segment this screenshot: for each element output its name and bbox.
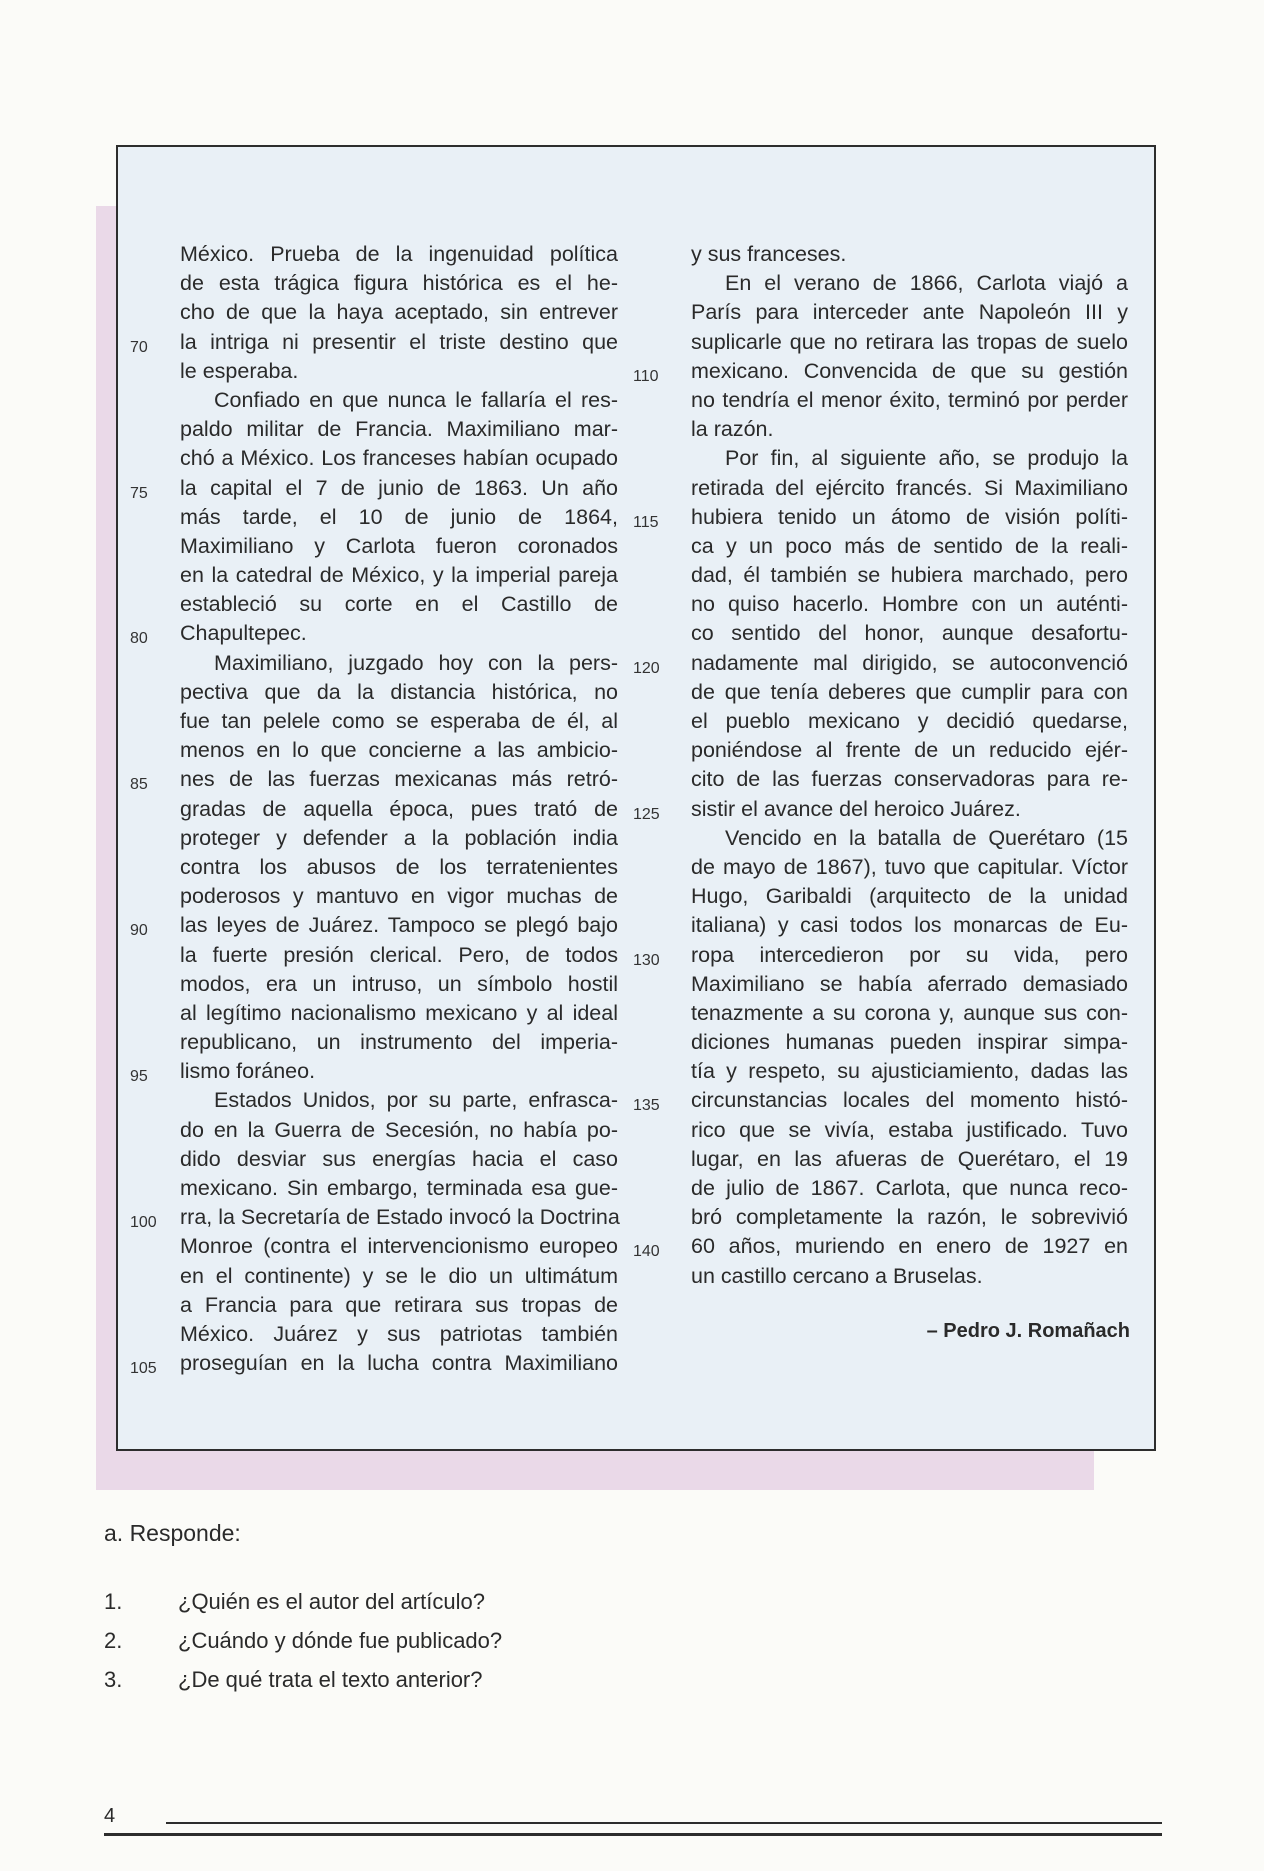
line-text: Confiado en que nunca le fallaría el res- xyxy=(214,387,618,412)
article-line xyxy=(180,824,618,853)
line-text: hubiera tenido un átomo de visión políti- xyxy=(691,504,1128,529)
article-line xyxy=(180,649,618,678)
article-line xyxy=(691,590,1128,619)
line-text: mexicano. Sin embargo, terminada esa gue- xyxy=(180,1176,618,1200)
article-line xyxy=(633,941,1128,970)
article-line xyxy=(130,765,618,794)
line-text: cito de las fuerzas conservadoras para re- xyxy=(691,767,1128,792)
article-signature: – Pedro J. Romañach xyxy=(926,1320,1130,1342)
article-line xyxy=(633,1086,1128,1115)
article-line xyxy=(180,415,618,444)
line-text: las leyes de Juárez. Tampoco se plegó bajo xyxy=(180,913,618,938)
question-item xyxy=(104,1667,483,1701)
line-text: le esperaba. xyxy=(180,358,299,383)
line-text: no quiso hacerlo. Hombre con un auténti- xyxy=(691,592,1128,617)
article-line xyxy=(691,1145,1128,1174)
article-line xyxy=(130,1203,620,1232)
article-line xyxy=(691,269,1128,298)
line-text: retirada del ejército francés. Si Maximiliano xyxy=(691,475,1128,500)
article-right-column xyxy=(633,240,1128,1291)
line-text: dido desviar sus energías hacia el caso xyxy=(180,1146,618,1171)
article-line xyxy=(180,561,618,590)
line-number: 110 xyxy=(633,367,659,385)
article-line xyxy=(180,970,618,999)
article-line xyxy=(180,678,618,707)
line-text: proseguían en la lucha contra Maximiliano xyxy=(180,1351,618,1376)
line-text: do en la Guerra de Secesión, no había po- xyxy=(180,1117,618,1142)
questions-list xyxy=(104,1589,503,1701)
line-number: 100 xyxy=(130,1214,157,1232)
line-number: 135 xyxy=(633,1097,660,1115)
article-line xyxy=(180,503,618,532)
article-line xyxy=(633,503,1128,532)
line-text: republicano, un instrumento del imperia- xyxy=(180,1030,618,1055)
line-number: 130 xyxy=(633,951,660,969)
article-line xyxy=(691,1116,1128,1145)
line-text: gradas de aquella época, pues trató de xyxy=(180,796,618,821)
line-text: la capital el 7 de junio de 1863. Un año xyxy=(180,475,618,500)
line-text: el pueblo mexicano y decidió quedarse, xyxy=(691,709,1128,733)
article-left-column xyxy=(130,240,620,1378)
line-text: pectiva que da la distancia histórica, no xyxy=(180,679,618,704)
article-line xyxy=(691,298,1128,327)
line-number: 140 xyxy=(633,1243,660,1261)
article-line xyxy=(180,882,618,911)
article-line xyxy=(180,240,618,269)
line-text: Monroe (contra el intervencionismo europeo xyxy=(180,1234,618,1259)
line-text: fue tan pelele como se esperaba de él, al xyxy=(180,709,618,733)
article-line xyxy=(633,649,1128,678)
question-number: 3. xyxy=(104,1667,123,1692)
line-text: diciones humanas pueden inspirar simpa- xyxy=(691,1030,1128,1055)
line-text: circunstancias locales del momento histó- xyxy=(691,1088,1128,1113)
line-text: lugar, en las afueras de Querétaro, el 19 xyxy=(691,1146,1128,1171)
article-line xyxy=(633,357,1128,386)
article-line xyxy=(691,619,1128,648)
article-line xyxy=(130,911,618,940)
line-number: 85 xyxy=(130,776,148,794)
article-line xyxy=(691,532,1128,561)
line-text: en el continente) y se le dio un ultimátum xyxy=(180,1263,618,1288)
line-text: menos en lo que concierne a las ambicio- xyxy=(180,738,618,763)
line-text: suplicarle que no retirara las tropas de suelo xyxy=(691,329,1128,354)
questions-heading: a. Responde: xyxy=(104,1520,241,1546)
line-text: mexicano. Convencida de que su gestión xyxy=(691,358,1128,383)
article-line xyxy=(130,619,618,648)
line-text: italiana) y casi todos los monarcas de Eu- xyxy=(691,913,1128,938)
article-line xyxy=(180,999,618,1028)
questions-section xyxy=(104,1520,503,1706)
line-text: dad, él también se hubiera marchado, pero xyxy=(691,563,1128,588)
question-item xyxy=(104,1628,503,1662)
article-line xyxy=(691,240,1128,269)
line-text: la intriga ni presentir el triste destino que xyxy=(180,329,618,354)
article-line xyxy=(691,707,1128,736)
line-number: 70 xyxy=(130,338,148,356)
line-text: la razón. xyxy=(691,417,774,442)
article-line xyxy=(691,970,1128,999)
article-line xyxy=(180,269,618,298)
line-text: Maximiliano se había aferrado demasiado xyxy=(691,971,1128,996)
line-text: al legítimo nacionalismo mexicano y al ideal xyxy=(180,1000,618,1025)
article-line xyxy=(180,532,618,561)
line-text: México. Juárez y sus patriotas también xyxy=(180,1321,618,1346)
article-line xyxy=(180,590,618,619)
line-text: París para interceder ante Napoleón III y xyxy=(691,300,1128,325)
line-text: sistir el avance del heroico Juárez. xyxy=(691,796,1021,821)
line-number: 95 xyxy=(130,1068,148,1086)
line-text: a Francia para que retirara sus tropas de xyxy=(180,1292,618,1317)
line-text: co sentido del honor, aunque desafortu- xyxy=(691,621,1128,646)
line-text: chó a México. Los franceses habían ocupado xyxy=(180,446,618,471)
line-text: estableció su corte en el Castillo de xyxy=(180,592,618,617)
article-line xyxy=(180,386,618,415)
footer-rule xyxy=(166,1822,1162,1824)
line-text: de mayo de 1867), tuvo que capitular. Víctor xyxy=(691,854,1128,879)
article-line xyxy=(180,1232,618,1261)
question-number: 1. xyxy=(104,1589,123,1614)
line-number: 120 xyxy=(633,659,660,677)
line-text: la fuerte presión clerical. Pero, de todos xyxy=(180,942,618,967)
line-text: de que tenía deberes que cumplir para con xyxy=(691,679,1128,704)
line-text: tía y respeto, su ajusticiamiento, dadas las xyxy=(691,1059,1128,1084)
question-item xyxy=(104,1589,485,1623)
article-line xyxy=(691,1203,1128,1232)
line-text: modos, era un intruso, un símbolo hostil xyxy=(180,971,618,996)
line-text: poderosos y mantuvo en vigor muchas de xyxy=(180,884,618,909)
line-number: 115 xyxy=(633,513,659,531)
article-line xyxy=(691,328,1128,357)
article-line xyxy=(130,1349,618,1378)
line-text: ca y un poco más de sentido de la reali- xyxy=(691,533,1128,558)
line-text: contra los abusos de los terratenientes xyxy=(180,854,618,879)
line-text: Maximiliano, juzgado hoy con la pers- xyxy=(214,650,618,675)
article-line xyxy=(180,357,618,386)
article-line xyxy=(691,911,1128,940)
line-text: bró completamente la razón, le sobrevivió xyxy=(691,1205,1128,1230)
article-line xyxy=(180,1174,618,1203)
article-line xyxy=(180,1116,618,1145)
article-line xyxy=(633,1232,1128,1261)
line-text: poniéndose al frente de un reducido ejér- xyxy=(691,738,1128,763)
line-text: proteger y defender a la población india xyxy=(180,825,618,850)
article-line xyxy=(691,678,1128,707)
line-text: más tarde, el 10 de junio de 1864, xyxy=(180,504,618,529)
line-text: en la catedral de México, y la imperial pareja xyxy=(180,563,618,588)
line-text: Vencido en la batalla de Querétaro (15 xyxy=(725,825,1128,850)
article-line xyxy=(691,736,1128,765)
article-line xyxy=(691,1262,1128,1291)
line-text: nes de las fuerzas mexicanas más retró- xyxy=(180,767,618,792)
question-text: ¿Cuándo y dónde fue publicado? xyxy=(178,1628,503,1653)
article-line xyxy=(180,795,618,824)
line-text: de julio de 1867. Carlota, que nunca reco- xyxy=(691,1176,1128,1200)
line-text: Por fin, al siguiente año, se produjo la xyxy=(725,446,1128,471)
article-line xyxy=(691,765,1128,794)
line-text: México. Prueba de la ingenuidad política xyxy=(180,242,618,266)
article-line xyxy=(691,474,1128,503)
article-line xyxy=(691,561,1128,590)
line-text: Estados Unidos, por su parte, enfrasca- xyxy=(214,1088,618,1113)
question-number: 2. xyxy=(104,1628,123,1653)
line-text: tenazmente a su corona y, aunque sus con- xyxy=(691,1000,1128,1025)
article-line xyxy=(130,474,618,503)
article-line xyxy=(180,736,618,765)
article-line xyxy=(180,1086,618,1115)
article-line xyxy=(691,882,1128,911)
article-line xyxy=(130,1057,618,1086)
article-line xyxy=(180,444,618,473)
line-text: ropa intercedieron por su vida, pero xyxy=(691,942,1128,967)
article-line xyxy=(180,1262,618,1291)
line-text: Maximiliano y Carlota fueron coronados xyxy=(180,533,618,558)
article-line xyxy=(691,999,1128,1028)
article-line xyxy=(691,1174,1128,1203)
article-line xyxy=(691,415,1128,444)
line-text: y sus franceses. xyxy=(691,242,847,266)
article-line xyxy=(180,707,618,736)
line-text: lismo foráneo. xyxy=(180,1059,316,1084)
article-line xyxy=(180,1028,618,1057)
line-number: 125 xyxy=(633,805,660,823)
article-line xyxy=(691,853,1128,882)
page-number: 4 xyxy=(104,1805,116,1827)
line-text: un castillo cercano a Bruselas. xyxy=(691,1263,983,1288)
line-number: 90 xyxy=(130,922,148,940)
line-text: nadamente mal dirigido, se autoconvenció xyxy=(691,650,1128,675)
article-line xyxy=(130,328,618,357)
article-line xyxy=(180,853,618,882)
line-text: 60 años, muriendo en enero de 1927 en xyxy=(691,1234,1128,1259)
line-text: de esta trágica figura histórica es el he- xyxy=(180,271,618,296)
question-text: ¿Quién es el autor del artículo? xyxy=(178,1589,485,1614)
line-text: rra, la Secretaría de Estado invocó la Doctrina xyxy=(180,1205,620,1230)
footer-rule-bottom xyxy=(104,1833,1162,1836)
article-line xyxy=(691,1028,1128,1057)
article-line xyxy=(180,941,618,970)
line-text: Chapultepec. xyxy=(180,621,307,646)
question-text: ¿De qué trata el texto anterior? xyxy=(178,1667,483,1692)
line-text: cho de que la haya aceptado, sin entrever xyxy=(180,300,618,325)
line-text: En el verano de 1866, Carlota viajó a xyxy=(725,271,1128,296)
article-line xyxy=(691,444,1128,473)
article-line xyxy=(180,1291,618,1320)
line-text: paldo militar de Francia. Maximiliano mar- xyxy=(180,417,618,442)
line-number: 80 xyxy=(130,630,148,648)
article-line xyxy=(691,824,1128,853)
line-text: Hugo, Garibaldi (arquitecto de la unidad xyxy=(691,884,1128,909)
article-line xyxy=(633,795,1128,824)
article-line xyxy=(180,298,618,327)
article-line xyxy=(691,386,1128,415)
line-number: 75 xyxy=(130,484,148,502)
article-line xyxy=(691,1057,1128,1086)
article-line xyxy=(180,1320,618,1349)
article-line xyxy=(180,1145,618,1174)
line-text: no tendría el menor éxito, terminó por perder xyxy=(691,387,1128,412)
line-text: rico que se vivía, estaba justificado. Tuvo xyxy=(691,1117,1128,1142)
line-number: 105 xyxy=(130,1360,157,1378)
